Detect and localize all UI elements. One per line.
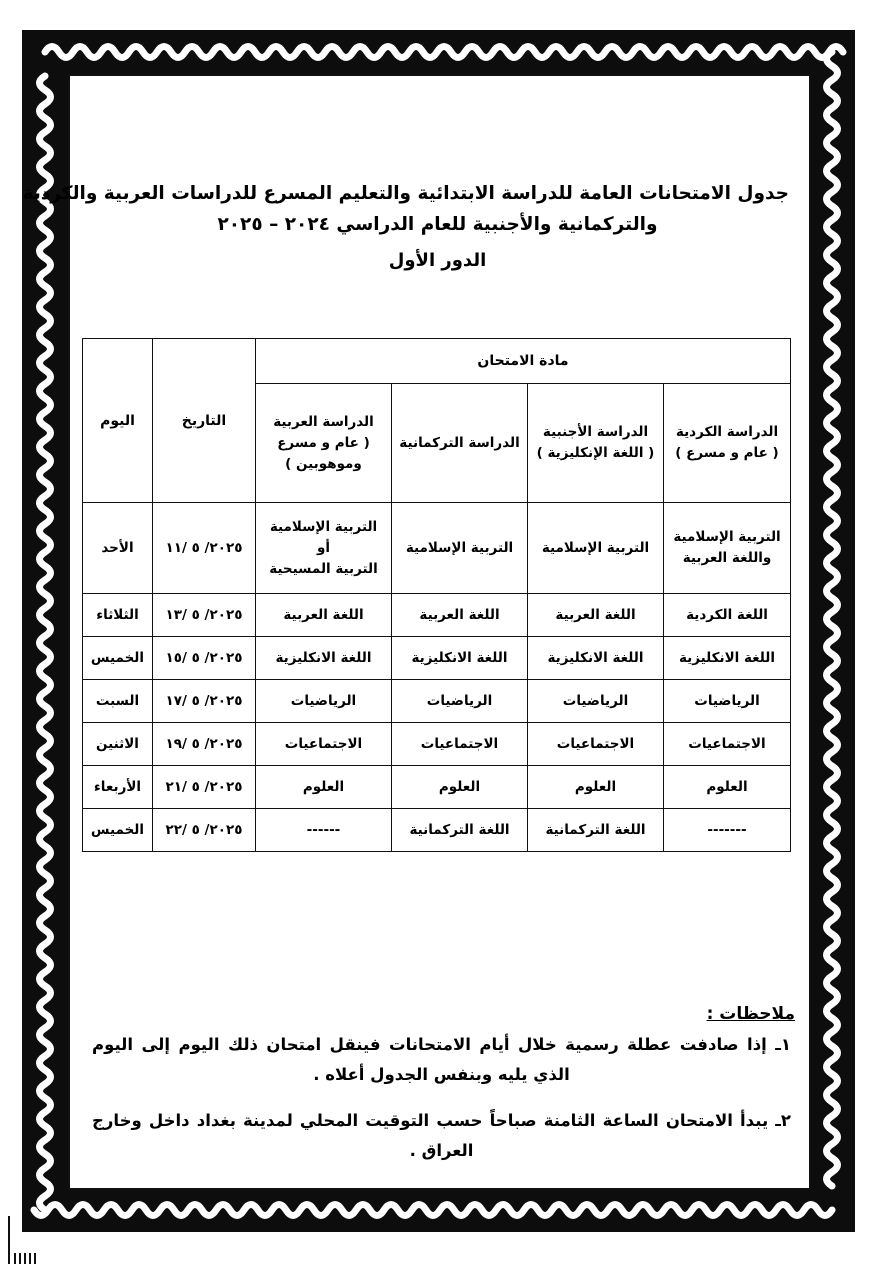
cell-turkmen: اللغة التركمانية (392, 809, 528, 852)
scan-artifact-marks (14, 1253, 36, 1264)
header-day: اليوم (82, 339, 152, 503)
cell-turkmen: التربية الإسلامية (392, 503, 528, 594)
header-arabic-line-3: وموهوبين ) (285, 455, 362, 472)
header-arabic-line-1: الدراسة العربية (273, 413, 374, 430)
header-exam-subject-group: مادة الامتحان (255, 339, 790, 384)
cell-day: الخميس (82, 809, 152, 852)
cell-date: ٢٠٢٥/ ٥ /٢٢ (152, 809, 255, 852)
cell-kurdish-line-2: واللغة العربية (682, 550, 772, 566)
title-line-2: والتركمانية والأجنبية للعام الدراسي ٢٠٢٤ – ٢٠٢٥ (217, 214, 658, 235)
cell-date: ٢٠٢٥/ ٥ /١٩ (152, 723, 255, 766)
cell-foreign: الرياضيات (528, 680, 664, 723)
cell-date: ٢٠٢٥/ ٥ /١٧ (152, 680, 255, 723)
header-arabic-study (255, 384, 391, 503)
cell-date: ٢٠٢٥/ ٥ /٢١ (152, 766, 255, 809)
cell-kurdish: الاجتماعيات (664, 723, 791, 766)
cell-day: الأربعاء (82, 766, 152, 809)
document-subtitle: الدور الأول (388, 250, 487, 271)
header-date: التاريخ (152, 339, 255, 503)
table-row (82, 503, 790, 594)
exam-schedule-table (82, 338, 791, 852)
cell-arabic-line-2: أو (316, 539, 330, 556)
cell-foreign: اللغة العربية (528, 594, 664, 637)
notes-heading: ملاحظات : (706, 1004, 795, 1024)
cell-date: ٢٠٢٥/ ٥ /١١ (152, 503, 255, 594)
exam-schedule-table-wrapper (83, 338, 791, 852)
cell-arabic: الاجتماعيات (255, 723, 391, 766)
scan-artifact-edge (8, 1216, 10, 1264)
cell-day: الاثنين (82, 723, 152, 766)
cell-arabic-line-1: التربية الإسلامية (269, 518, 378, 535)
table-row (82, 637, 790, 680)
table-row (82, 680, 790, 723)
document-title (22, 178, 789, 276)
table-row (82, 723, 790, 766)
cell-kurdish: الرياضيات (664, 680, 791, 723)
cell-day: الأحد (82, 503, 152, 594)
cell-turkmen: اللغة العربية (392, 594, 528, 637)
cell-foreign: اللغة الانكليزية (528, 637, 664, 680)
cell-day: السبت (82, 680, 152, 723)
cell-kurdish: ------- (664, 809, 791, 852)
title-line-1: جدول الامتحانات العامة للدراسة الابتدائية والتعليم المسرع للدراسات العربية والكردية (22, 183, 789, 204)
cell-arabic: اللغة العربية (255, 594, 391, 637)
header-foreign-line-2: ( اللغة الإنكليزية ) (536, 445, 655, 461)
cell-kurdish: العلوم (664, 766, 791, 809)
table-row (82, 594, 790, 637)
cell-kurdish-line-1: التربية الإسلامية (673, 529, 781, 545)
header-arabic-line-2: ( عام و مسرع (277, 434, 370, 451)
cell-turkmen: اللغة الانكليزية (392, 637, 528, 680)
header-turkmen-line-1: الدراسة التركمانية (399, 434, 520, 451)
cell-turkmen: الاجتماعيات (392, 723, 528, 766)
header-kurdish-line-1: الدراسة الكردية (675, 424, 779, 440)
cell-day: الخميس (82, 637, 152, 680)
cell-kurdish: اللغة الكردية (664, 594, 791, 637)
cell-kurdish (664, 503, 791, 594)
note-item-2: ٢ـ يبدأ الامتحان الساعة الثامنة صباحاً حسب التوقيت المحلي لمدينة بغداد داخل وخارج العراق . (92, 1111, 791, 1160)
cell-date: ٢٠٢٥/ ٥ /١٥ (152, 637, 255, 680)
table-header-group-row (82, 339, 790, 384)
header-turkmen-study (392, 384, 528, 503)
note-item-1: ١ـ إذا صادفت عطلة رسمية خلال أيام الامتحانات فينقل امتحان ذلك اليوم إلى اليوم الذي يليه وبنفس الجدول أعلاه . (92, 1035, 791, 1084)
cell-day: الثلاثاء (82, 594, 152, 637)
cell-foreign: الاجتماعيات (528, 723, 664, 766)
cell-kurdish: اللغة الانكليزية (664, 637, 791, 680)
document-content (22, 74, 807, 1186)
table-row (82, 766, 790, 809)
header-foreign-study (528, 384, 664, 503)
cell-turkmen: العلوم (392, 766, 528, 809)
header-foreign-line-1: الدراسة الأجنبية (542, 424, 649, 440)
notes-section (88, 1004, 795, 1166)
cell-arabic-line-3: التربية المسيحية (269, 560, 378, 577)
cell-foreign: العلوم (528, 766, 664, 809)
cell-arabic: العلوم (255, 766, 391, 809)
cell-foreign: اللغة التركمانية (528, 809, 664, 852)
cell-foreign: التربية الإسلامية (528, 503, 664, 594)
header-kurdish-study (664, 384, 791, 503)
cell-date: ٢٠٢٥/ ٥ /١٣ (152, 594, 255, 637)
cell-arabic: اللغة الانكليزية (255, 637, 391, 680)
table-row (82, 809, 790, 852)
cell-arabic (255, 503, 391, 594)
header-kurdish-line-2: ( عام و مسرع ) (675, 445, 779, 461)
cell-arabic: الرياضيات (255, 680, 391, 723)
cell-turkmen: الرياضيات (392, 680, 528, 723)
cell-arabic: ------ (255, 809, 391, 852)
